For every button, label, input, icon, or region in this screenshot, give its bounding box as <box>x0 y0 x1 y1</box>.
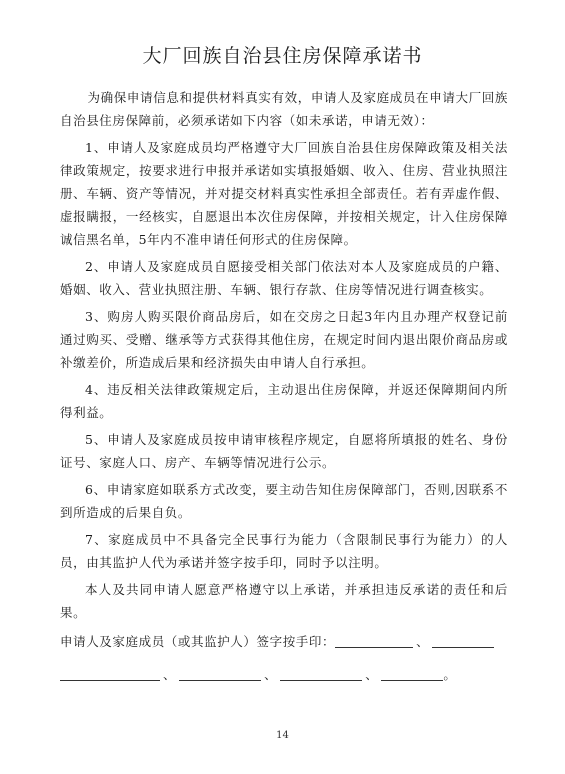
closing-paragraph: 本人及共同申请人愿意严格遵守以上承诺，并承担违反承诺的责任和后果。 <box>60 582 508 620</box>
separator: 、 <box>416 634 430 649</box>
intro-paragraph: 为确保申请信息和提供材料真实有效，申请人及家庭成员在申请大厂回族自治县住房保障前，必须承诺如下内容（如未承诺，申请无效）： <box>60 90 508 128</box>
clause-5: 5、申请人及家庭成员按申请审核程序规定，自愿将所填报的姓名、身份证号、家庭人口、房产、车辆等情况进行公示。 <box>60 432 508 470</box>
document-body <box>60 86 508 686</box>
document-title: 大厂回族自治县住房保障承诺书 <box>142 45 423 67</box>
signature-blank[interactable] <box>432 633 494 648</box>
separator: 、 <box>365 667 379 682</box>
signature-blank[interactable] <box>280 666 362 681</box>
signature-blank[interactable] <box>381 666 443 681</box>
signature-label: 申请人及家庭成员（或其监护人）签字按手印： <box>60 634 336 649</box>
separator: 、 <box>264 667 278 682</box>
end-mark: 。 <box>443 667 457 682</box>
clause-6: 6、申请家庭如联系方式改变，要主动告知住房保障部门，否则,因联系不到所造成的后果自负。 <box>60 482 508 520</box>
clause-3: 3、购房人购买限价商品房后，如在交房之日起3年内且办理产权登记前通过购买、受赠、继承等方式获得其他住房，在规定时间内退出限价商品房或补缴差价，所造成后果和经济损失由申请人自行承担。 <box>60 309 508 370</box>
signature-line-continued <box>60 663 508 686</box>
clause-4: 4、违反相关法律政策规定后，主动退出住房保障，并返还保障期间内所得利益。 <box>60 382 508 420</box>
page-number: 14 <box>276 730 289 741</box>
signature-blank[interactable] <box>60 666 160 681</box>
signature-blank[interactable] <box>335 633 413 648</box>
clause-2: 2、申请人及家庭成员自愿接受相关部门依法对本人及家庭成员的户籍、婚姻、收入、营业执照注册、车辆、银行存款、住房等情况进行调查核实。 <box>60 259 508 297</box>
clause-7: 7、家庭成员中不具备完全民事行为能力（含限制民事行为能力）的人员，由其监护人代为承诺并签字按手印，同时予以注明。 <box>60 532 508 570</box>
signature-line <box>60 630 508 653</box>
signature-blank[interactable] <box>179 666 261 681</box>
clause-1: 1、申请人及家庭成员均严格遵守大厂回族自治县住房保障政策及相关法律政策规定，按要求进行申报并承诺如实填报婚姻、收入、住房、营业执照注册、车辆、资产等情况，并对提交材料真实性承担全部责任。若有弄虚作假、虚报瞒报，一经核实，自愿退出本次住房保障，并按相关规定，计入住房保障诚信黑名单，5年内不准申请任何形式的住房保障。 <box>60 140 508 247</box>
separator: 、 <box>163 667 177 682</box>
